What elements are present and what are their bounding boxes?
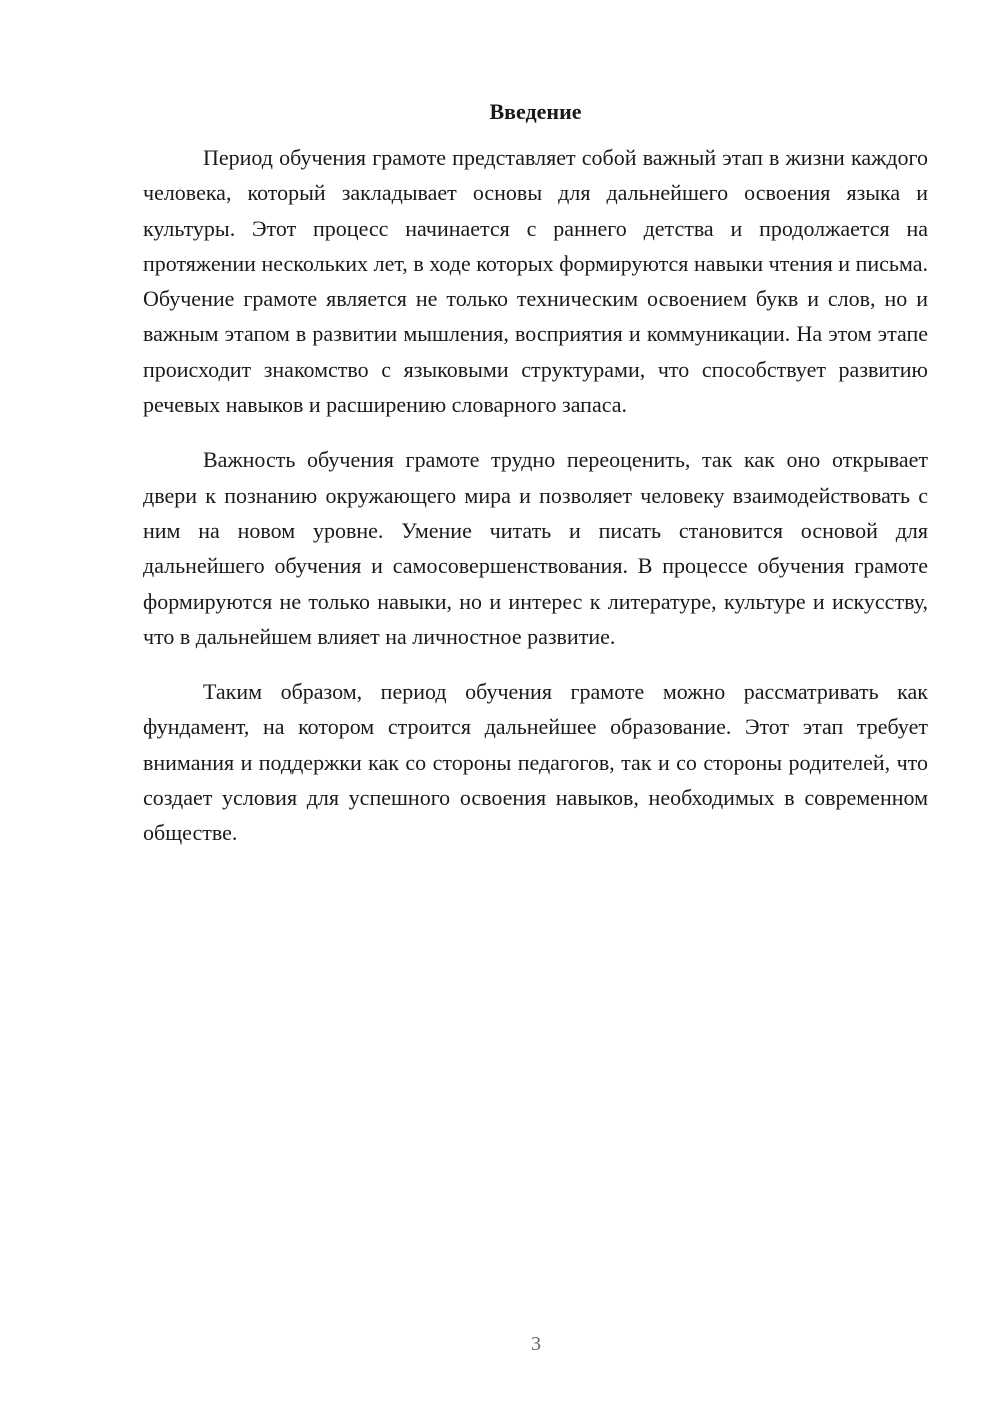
paragraph-1: Период обучения грамоте представляет собой важный этап в жизни каждого человека, который закладывает основы для дальнейшего освоения языка и культуры. Этот процесс начинается с раннего детства и продолжается на протяжении нескольких лет, в ходе которых формируются навыки чтения и письма. Обучение грамоте является не только техническим освоением букв и слов, но и важным этапом в развитии мышления, восприятия и коммуникации. На этом этапе происходит знакомство с языковыми структурами, что способствует развитию речевых навыков и расширению словарного запаса.	[143, 145, 928, 418]
page-content	[143, 96, 928, 871]
page-number: 3	[531, 1333, 541, 1355]
paragraph-2: Важность обучения грамоте трудно переоценить, так как оно открывает двери к познанию окружающего мира и позволяет человеку взаимодействовать с ним на новом уровне. Умение читать и писать становится основой для дальнейшего обучения и самосовершенствования. В процессе обучения грамоте формируются не только навыки, но и интерес к литературе, культуре и искусству, что в дальнейшем влияет на личностное развитие.	[143, 447, 928, 649]
paragraph-3: Таким образом, период обучения грамоте можно рассматривать как фундамент, на котором строится дальнейшее образование. Этот этап требует внимания и поддержки как со стороны педагогов, так и со стороны родителей, что создает условия для успешного освоения навыков, необходимых в современном обществе.	[143, 679, 928, 846]
section-title: Введение	[489, 99, 582, 124]
